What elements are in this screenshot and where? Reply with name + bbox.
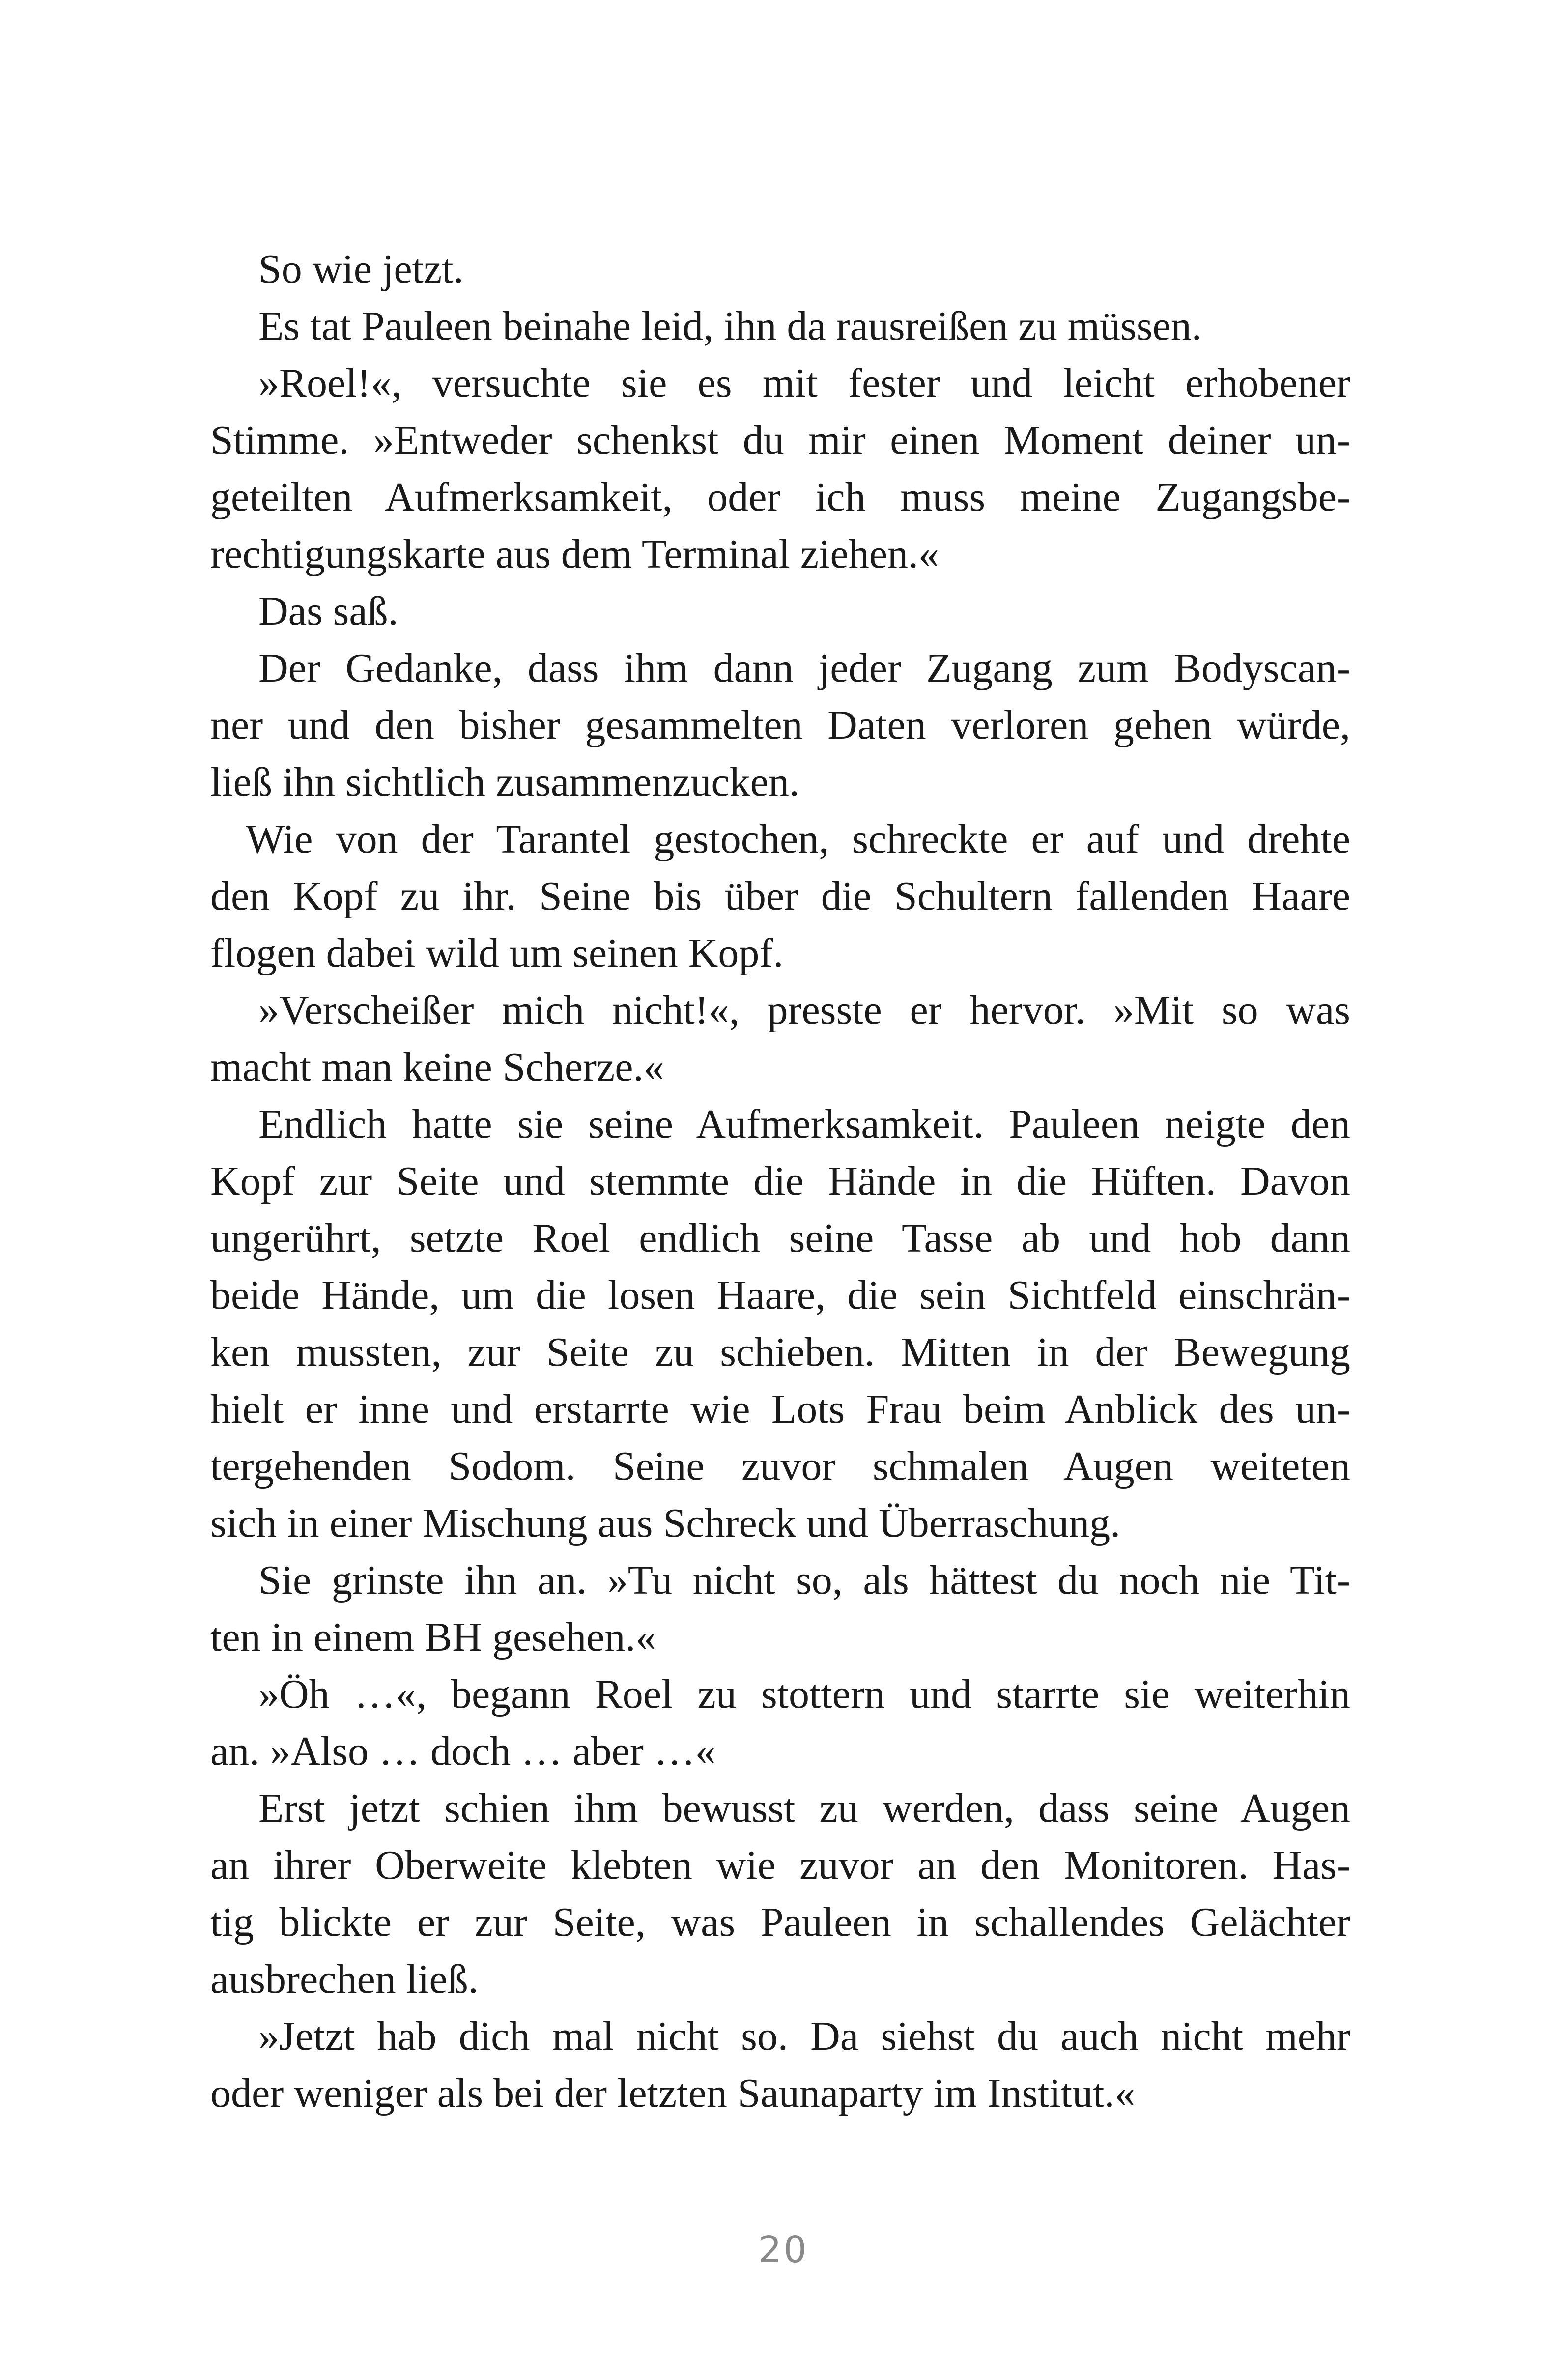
text-line: an. »Also … doch … aber …« xyxy=(210,1728,716,1774)
text-line: ausbrechen ließ. xyxy=(210,1956,479,2002)
text-line: ten in einem BH gesehen.« xyxy=(210,1614,656,1660)
text-line: »Verscheißer mich nicht!«, presste er hervor. »Mit so was xyxy=(258,987,1350,1033)
text-line: Stimme. »Entweder schenkst du mir einen Moment deiner un- xyxy=(210,417,1350,463)
text-line: ken mussten, zur Seite zu schieben. Mitten in der Bewegung xyxy=(210,1329,1350,1375)
text-line: Endlich hatte sie seine Aufmerksamkeit. Pauleen neigte den xyxy=(258,1101,1350,1147)
text-line: ungerührt, setzte Roel endlich seine Tasse ab und hob dann xyxy=(210,1215,1350,1261)
text-line: flogen dabei wild um seinen Kopf. xyxy=(210,930,784,976)
text-line: »Roel!«, versuchte sie es mit fester und leicht erhobener xyxy=(258,360,1350,406)
body-text xyxy=(210,241,1350,2122)
text-line: sich in einer Mischung aus Schreck und Überraschung. xyxy=(210,1500,1121,1546)
text-line: »Jetzt hab dich mal nicht so. Da siehst du auch nicht mehr xyxy=(258,2013,1350,2059)
text-line: oder weniger als bei der letzten Saunaparty im Institut.« xyxy=(210,2070,1136,2116)
text-line: rechtigungskarte aus dem Terminal ziehen.« xyxy=(210,531,940,577)
text-line: Kopf zur Seite und stemmte die Hände in die Hüften. Davon xyxy=(210,1158,1350,1204)
text-line: Der Gedanke, dass ihm dann jeder Zugang zum Bodyscan- xyxy=(258,645,1350,691)
text-line: den Kopf zu ihr. Seine bis über die Schultern fallenden Haare xyxy=(210,873,1350,919)
text-line: an ihrer Oberweite klebten wie zuvor an den Monitoren. Has- xyxy=(210,1842,1350,1888)
text-line: Sie grinste ihn an. »Tu nicht so, als hättest du noch nie Tit- xyxy=(258,1557,1350,1603)
page-number: 20 xyxy=(758,2229,809,2271)
text-line: beide Hände, um die losen Haare, die sein Sichtfeld einschrän- xyxy=(210,1272,1350,1318)
text-line: Erst jetzt schien ihm bewusst zu werden, dass seine Augen xyxy=(258,1785,1350,1831)
text-line: »Öh …«, begann Roel zu stottern und starrte sie weiterhin xyxy=(258,1671,1350,1717)
text-line: geteilten Aufmerksamkeit, oder ich muss meine Zugangsbe- xyxy=(210,474,1350,520)
text-line: Das saß. xyxy=(258,588,399,634)
text-line: ließ ihn sichtlich zusammenzucken. xyxy=(210,759,799,805)
text-line: So wie jetzt. xyxy=(258,246,464,292)
text-line: tergehenden Sodom. Seine zuvor schmalen Augen weiteten xyxy=(210,1443,1350,1489)
text-line: hielt er inne und erstarrte wie Lots Frau beim Anblick des un- xyxy=(210,1386,1350,1432)
text-line: ner und den bisher gesammelten Daten verloren gehen würde, xyxy=(210,702,1350,748)
text-line: tig blickte er zur Seite, was Pauleen in schallendes Gelächter xyxy=(210,1899,1350,1945)
text-line: Wie von der Tarantel gestochen, schreckte er auf und drehte xyxy=(246,816,1350,862)
text-line: macht man keine Scherze.« xyxy=(210,1044,664,1090)
text-line: Es tat Pauleen beinahe leid, ihn da rausreißen zu müssen. xyxy=(258,303,1202,349)
